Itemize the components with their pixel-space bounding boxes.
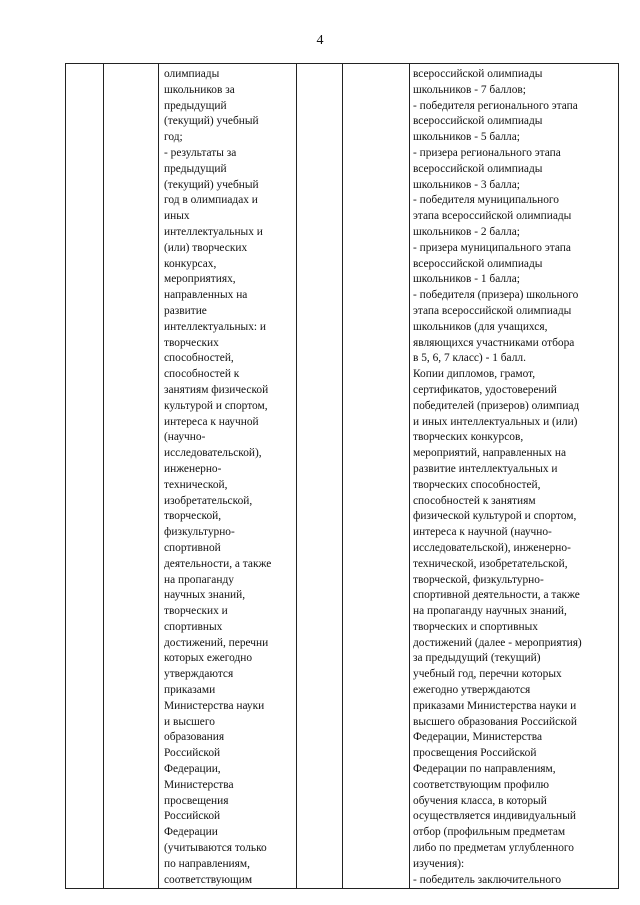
criteria-table bbox=[65, 63, 619, 889]
table-cell-number bbox=[66, 64, 104, 889]
table-cell-empty bbox=[343, 64, 410, 889]
table-cell-empty bbox=[104, 64, 159, 889]
page-number: 4 bbox=[316, 33, 324, 48]
table-cell-empty bbox=[297, 64, 343, 889]
description-text: всероссийской олимпиады школьников - 7 баллов; - победителя регионального этапа всероссийской олимпиады школьников - 5 балла; - призера регионального этапа всероссийской олимпиады школьников - 3 балла; - победителя муниципального этапа всероссийской олимпиады школьников - 2 балла; - призера муниципального этапа всероссийской олимпиады школьников - 1 балла; - победителя (призера) школьного этапа всероссийской олимпиады школьников (для учащихся, являющихся участниками отбора в 5, 6, 7 класс) - 1 балл. Копии дипломов, грамот, сертификатов, удостоверений победителей (призеров) олимпиад и иных интеллектуальных и (или) творческих конкурсов, мероприятий, направленных на развитие интеллектуальных и творческих способностей, способностей к занятиям физической культурой и спортом, интереса к научной (научно- исследовательской), инженерно- технической, изобретательской, творческой, физкультурно- спортивной деятельности, а также на пропаганду научных знаний, творческих и спортивных достижений (далее - мероприятия) за предыдущий (текущий) учебный год, перечни которых ежегодно утверждаются приказами Министерства науки и высшего образования Российской Федерации, Министерства просвещения Российской Федерации по направлениям, соответствующим профилю обучения класса, в который осуществляется индивидуальный отбор (профильным предметам либо по предметам углубленного изучения): - победитель заключительного bbox=[413, 68, 582, 886]
table-cell-description bbox=[410, 64, 619, 889]
table-row bbox=[66, 64, 619, 889]
table-cell-criteria bbox=[159, 64, 297, 889]
criteria-text: олимпиады школьников за предыдущий (текущий) учебный год; - результаты за предыдущий (текущий) учебный год в олимпиадах и иных интеллектуальных и (или) творческих конкурсах, мероприятиях, направленных на развитие интеллектуальных: и творческих способностей, способностей к занятиям физической культурой и спортом, интереса к научной (научно- исследовательской), инженерно- технической, изобретательской, творческой, физкультурно- спортивной деятельности, а также на пропаганду научных знаний, творческих и спортивных достижений, перечни которых ежегодно утверждаются приказами Министерства науки и высшего образования Российской Федерации, Министерства просвещения Российской Федерации (учитываются только по направлениям, соответствующим bbox=[164, 68, 272, 886]
